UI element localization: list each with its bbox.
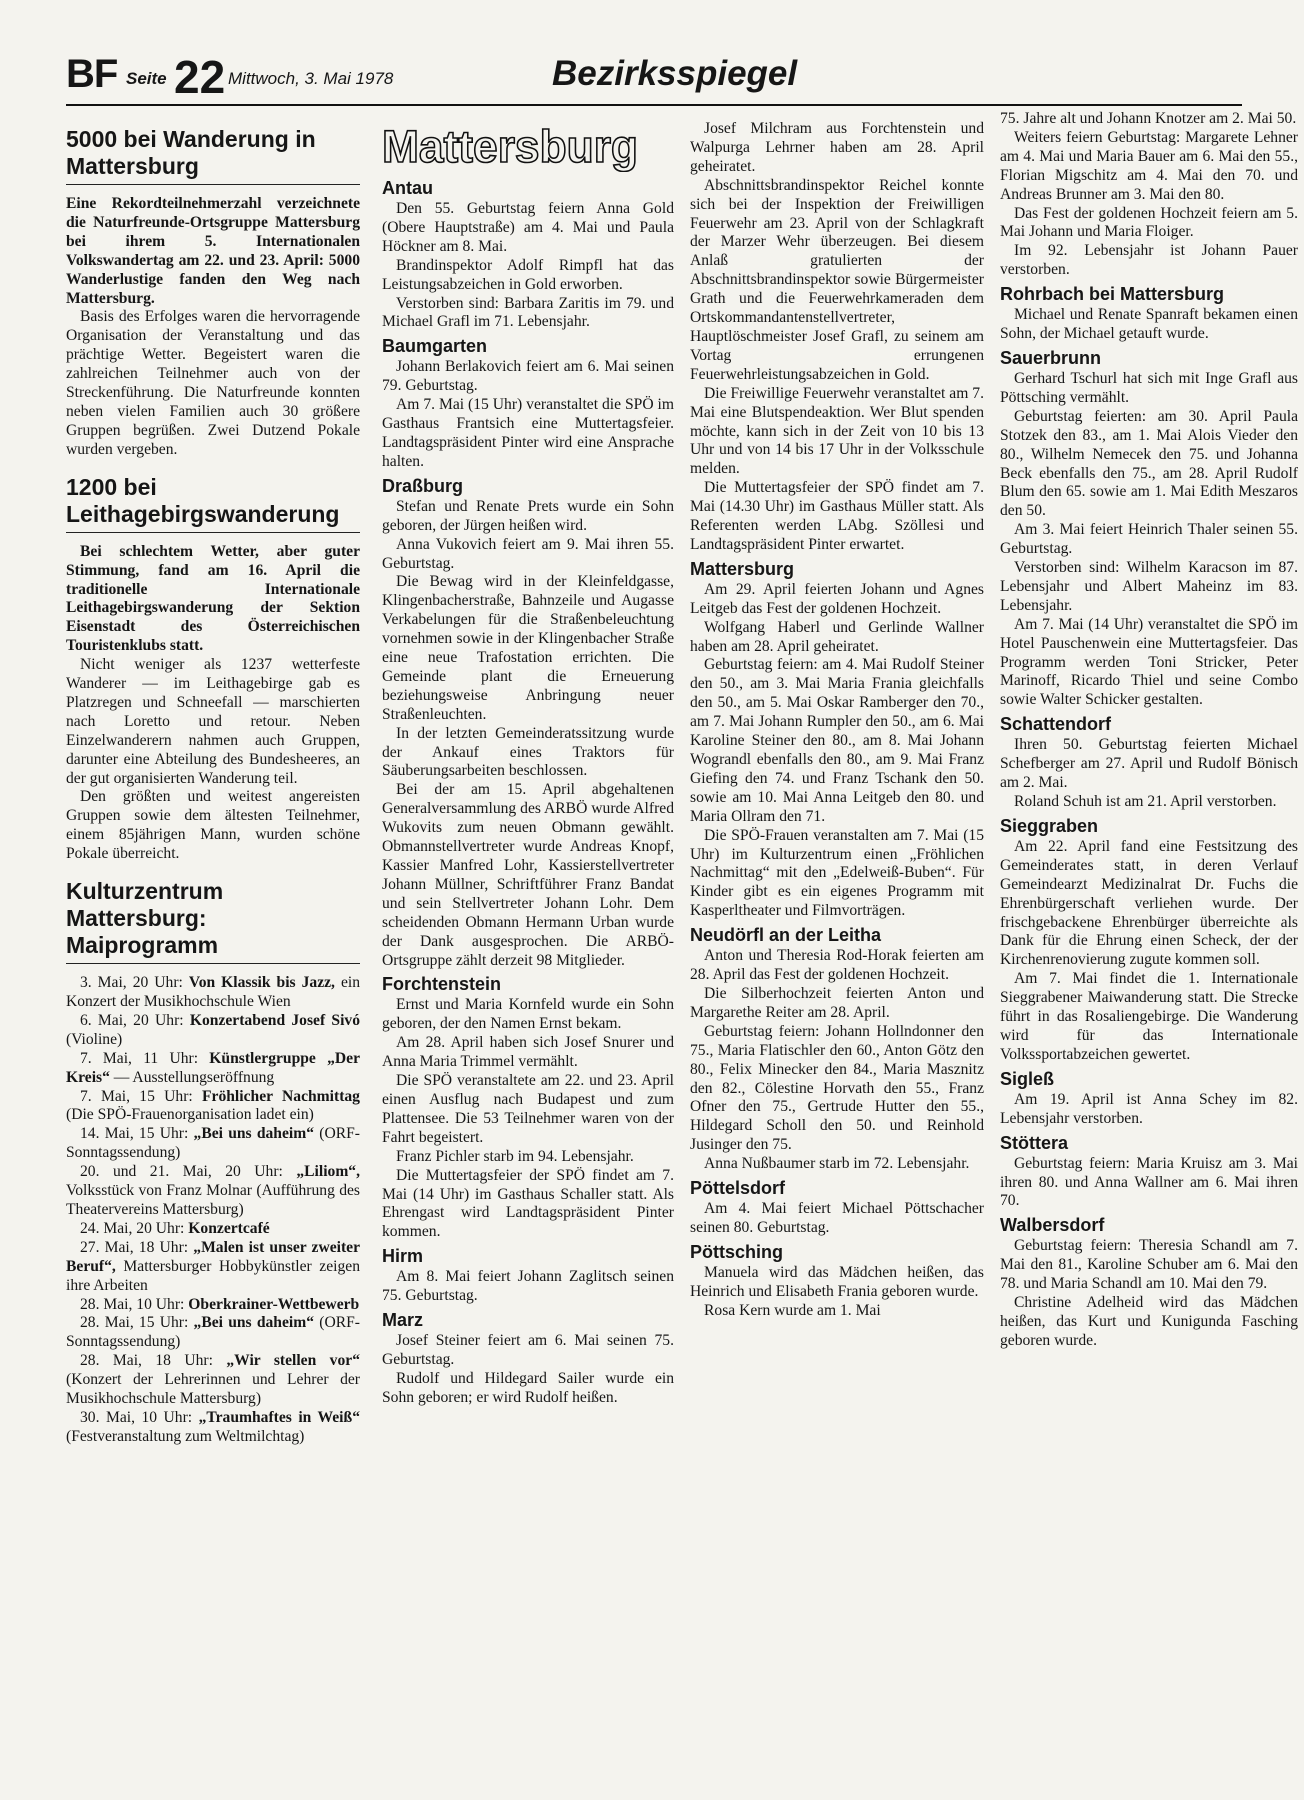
news-item: Geburtstag feiern: Theresia Schandl am 7. Mai den 81., Karoline Schuber am 6. Mai den 78. und Maria Schandl am 10. Mai den 79. [1000, 1237, 1298, 1293]
news-item: Ernst und Maria Kornfeld wurde ein Sohn geboren, der den Namen Ernst bekam. [382, 996, 674, 1033]
news-item: Josef Milchram aus Forchtenstein und Walpurga Lehrner haben am 28. April geheiratet. [690, 120, 984, 175]
program-item [66, 1050, 360, 1088]
place-heading: Forchtenstein [382, 974, 502, 995]
section-title: Bezirksspiegel [552, 54, 798, 93]
program-date: 3. Mai, 20 Uhr: [80, 974, 183, 992]
place-heading: Neudörfl an der Leitha [690, 925, 882, 946]
news-item: Geburtstag feierten: am 30. April Paula Stotzek den 83., am 1. Mai Alois Vieder den 80., Wilhelm Nemecek den 75. und Johanna Beck ebenfalls den 75., am 28. April Rudolf Blum den 65. sowie am 1. Mai Edith Meszaros den 50. [1000, 407, 1298, 520]
masthead [66, 52, 1236, 102]
news-item: Geburtstag feiern: Johann Hollndonner den 75., Maria Flatischler den 60., Anton Götz den 80., Felix Minecker den 84., Maria Masznitz den 82., Cölestine Horvath den 55., Franz Ofner den 75., Gertrude Hutter den 55., Hildegard Scholl den 50. und Reinhold Jusinger den 75. [690, 1022, 984, 1154]
article-paragraph: Nicht weniger als 1237 wetterfeste Wanderer — im Leithagebirge gab es Platzregen und Schneefall — marschierten nach Loretto und retour. Neben Einzelwanderern nahmen auch Gruppen, darunter eine Abteilung des Bundesheeres, an der gut organisierten Wanderung teil. [66, 656, 360, 787]
program-date: 24. Mai, 20 Uhr: [80, 1219, 185, 1237]
place-heading: Rohrbach bei Mattersburg [1000, 284, 1225, 305]
place-heading: Stöttera [1000, 1132, 1069, 1153]
program-title: „Traumhaftes in Weiß“ [198, 1408, 360, 1426]
place-heading: Marz [382, 1310, 424, 1331]
news-item: Verstorben sind: Wilhelm Karacson im 87. Lebensjahr und Albert Maheinz im 83. Lebensjahr. [1000, 559, 1298, 614]
program-item [66, 974, 360, 1012]
news-item: 75. Jahre alt und Johann Knotzer am 2. Mai 50. [1000, 110, 1297, 127]
news-item: Anna Nußbaumer starb im 72. Lebensjahr. [704, 1155, 970, 1173]
news-item: Wolfgang Haberl und Gerlinde Wallner haben am 28. April geheiratet. [690, 618, 984, 655]
program-title: Oberkrainer-Wettbewerb [188, 1295, 360, 1313]
program-item [66, 1163, 360, 1220]
program-date: 7. Mai, 15 Uhr: [80, 1087, 193, 1105]
program-title: „Bei uns daheim“ [193, 1125, 315, 1143]
place-heading: Sigleß [1000, 1068, 1055, 1089]
news-item: Am 3. Mai feiert Heinrich Thaler seinen 55. Geburtstag. [1000, 521, 1298, 558]
program-title: Konzertcafé [188, 1219, 270, 1237]
program-title: „Bei uns daheim“ [193, 1314, 315, 1332]
news-item: Am 7. Mai (15 Uhr) veranstaltet die SPÖ im Gasthaus Frantsich eine Muttertagsfeier. Landtagspräsident Pinter wird eine Ansprache halten. [382, 396, 674, 470]
news-item: Die Silberhochzeit feierten Anton und Margarethe Reiter am 28. April. [690, 984, 984, 1021]
program-title: Von Klassik bis Jazz, [188, 974, 335, 992]
page-number: 22 [174, 51, 226, 103]
program-date: 27. Mai, 18 Uhr: [80, 1238, 189, 1256]
place-heading: Schattendorf [1000, 714, 1112, 735]
news-item: Rosa Kern wurde am 1. Mai [704, 1301, 881, 1319]
logo-text: Mattersburg [382, 121, 638, 172]
place-heading: Sieggraben [1000, 815, 1099, 836]
news-item: Gerhard Tschurl hat sich mit Inge Grafl aus Pöttsching vermählt. [1000, 369, 1298, 406]
news-item: Die SPÖ-Frauen veranstalten am 7. Mai (15 Uhr) im Kulturzentrum einen „Fröhlichen Nachmittag“ mit den „Edelweiß-Buben“. Für Kinder gibt es ein eigenes Programm mit Kasperltheater und Filmvorträgen. [690, 826, 984, 920]
article-lead: Bei schlechtem Wetter, aber guter Stimmung, fand am 16. April die traditionelle Internationale Leithagebirgswanderung der Sektion Eisenstadt des Österreichischen Touristenklubs statt. [66, 542, 360, 655]
program-description: (Festveranstaltung zum Weltmilchtag) [66, 1427, 305, 1445]
program-description: (ORF-Sonntagssendung) [66, 1314, 360, 1351]
paper-logo: BF [66, 52, 118, 96]
page-label: Seite [126, 69, 167, 88]
masthead-rule [66, 104, 1242, 106]
column-3 [690, 120, 984, 1780]
news-item: Geburtstag feiern: Maria Kruisz am 3. Mai ihren 80. und Anna Wallner am 6. Mai ihren 70. [1000, 1154, 1298, 1210]
program-title: Künstlergruppe „Der Kreis“ [66, 1049, 360, 1086]
headline: 5000 bei Wanderung in Mattersburg [66, 126, 360, 185]
program-description: (Violine) [66, 1030, 123, 1048]
news-item: Franz Pichler starb im 94. Lebensjahr. [396, 1147, 634, 1165]
program-description: ein Konzert der Musikhochschule Wien [66, 974, 360, 1010]
column-4 [1000, 110, 1298, 1790]
mattersburg-logo [382, 120, 652, 172]
news-item: Weiters feiern Geburtstag: Margarete Lehner am 4. Mai und Maria Bauer am 6. Mai den 55., Florian Migschitz am 4. Mai den 70. und Andreas Brunner am 3. Mai den 80. [1000, 128, 1298, 203]
article-paragraph: Den größten und weitest angereisten Gruppen sowie dem ältesten Teilnehmer, einem 85jährigen Mann, wurden schöne Pokale überreicht. [66, 788, 360, 863]
news-item: Christine Adelheid wird das Mädchen heißen, das Kurt und Kunigunda Fasching geboren wurde. [1000, 1294, 1298, 1349]
place-heading: Draßburg [382, 475, 463, 496]
news-item: Ihren 50. Geburtstag feierten Michael Schefberger am 27. April und Rudolf Bönisch am 2. Mai. [1000, 736, 1298, 792]
news-item: Anton und Theresia Rod-Horak feierten am 28. April das Fest der goldenen Hochzeit. [690, 947, 984, 984]
program-item [66, 1239, 360, 1296]
program-date: 14. Mai, 15 Uhr: [80, 1125, 189, 1143]
program-date: 28. Mai, 15 Uhr: [80, 1314, 189, 1332]
program-title: „Liliom“, [296, 1163, 360, 1181]
program-item [66, 1220, 360, 1239]
program-date: 6. Mai, 20 Uhr: [80, 1011, 184, 1029]
article-paragraph: Basis des Erfolges waren die hervorragende Organisation der Veranstaltung und das prächtige Wetter. Begeistert waren die zahlreichen Teilnehmer auch von der Streckenführung. Die Naturfreunde konnten neben vielen Familien auch 30 größere Gruppen begrüßen. Zwei Dutzend Pokale wurden vergeben. [66, 308, 360, 458]
program-date: 28. Mai, 10 Uhr: [80, 1295, 185, 1313]
program-item [66, 1314, 360, 1352]
program-date: 28. Mai, 18 Uhr: [80, 1352, 213, 1370]
article-lead: Eine Rekordteilnehmerzahl verzeichnete die Naturfreunde-Ortsgruppe Mattersburg bei ihrem 5. Internationalen Volkswandertag am 22. und 23. April: 5000 Wanderlustige fanden den Weg nach Mattersburg. [66, 195, 360, 307]
program-description: Volksstück von Franz Molnar (Aufführung des Theatervereins Mattersburg) [66, 1182, 360, 1218]
news-item: Am 29. April feierten Johann und Agnes Leitgeb das Fest der goldenen Hochzeit. [690, 580, 984, 617]
news-item: Roland Schuh ist am 21. April verstorben. [1014, 793, 1277, 810]
news-item: Die SPÖ veranstaltete am 22. und 23. April einen Ausflug nach Budapest und zum Plattensee. Die 53 Teilnehmer waren von der Fahrt begeistert. [382, 1072, 674, 1146]
program-item [66, 1409, 360, 1447]
news-item: Stefan und Renate Prets wurde ein Sohn geboren, der Jürgen heißen wird. [382, 497, 674, 534]
news-item: Manuela wird das Mädchen heißen, das Heinrich und Elisabeth Frania geboren wurde. [690, 1263, 984, 1300]
news-item: Am 4. Mai feiert Michael Pöttschacher seinen 80. Geburtstag. [690, 1200, 984, 1236]
place-heading: Hirm [382, 1246, 424, 1267]
program-date: 20. und 21. Mai, 20 Uhr: [80, 1163, 283, 1181]
program-title: „Wir stellen vor“ [226, 1352, 360, 1370]
program-item [66, 1352, 360, 1409]
news-item: Am 8. Mai feiert Johann Zaglitsch seinen 75. Geburtstag. [382, 1268, 674, 1305]
program-item [66, 1012, 360, 1050]
program-date: 7. Mai, 11 Uhr: [80, 1049, 199, 1067]
news-item: Johann Berlakovich feiert am 6. Mai seinen 79. Geburtstag. [382, 358, 674, 395]
place-heading: Pöttelsdorf [690, 1178, 786, 1199]
news-item: Abschnittsbrandinspektor Reichel konnte sich bei der Inspektion der Freiwilligen Feuerwehr am 23. April von der Schlagkraft der Marzer Wehr überzeugen. Bei diesem Anlaß gratulierten der Abschnittsbrandinspektor sowie Bürgermeister Grath und die Feuerwehrkameraden dem Ortskommandantenstellvertreter, Hauptlöschmeister Josef Grafl, zu seinem am Vortag errungenen Feuerwehrleistungsabzeichen in Gold. [690, 176, 984, 383]
news-item: Die Muttertagsfeier der SPÖ findet am 7. Mai (14.30 Uhr) im Gasthaus Müller statt. Als Referenten werden LAbg. Szöllesi und Landtagspräsident Pinter erwartet. [690, 479, 984, 553]
news-item: Das Fest der goldenen Hochzeit feiern am 5. Mai Johann und Maria Floiger. [1000, 204, 1298, 241]
news-item: Im 92. Lebensjahr ist Johann Pauer verstorben. [1000, 242, 1298, 279]
program-description: (Konzert der Lehrerinnen und Lehrer der Musikhochschule Mattersburg) [66, 1371, 360, 1408]
program-description: (ORF-Sonntagssendung) [66, 1125, 360, 1162]
program-date: 30. Mai, 10 Uhr: [80, 1408, 193, 1426]
column-1 [66, 120, 360, 1780]
place-heading: Pöttsching [690, 1241, 783, 1262]
program-title: „Malen ist unser zweiter Beruf“, [66, 1238, 360, 1275]
column-2 [382, 120, 674, 1780]
headline: 1200 bei Leithagebirgswanderung [66, 474, 360, 533]
headline: Kulturzentrum Mattersburg: Maiprogramm [66, 878, 360, 964]
news-item: Anna Vukovich feiert am 9. Mai ihren 55. Geburtstag. [382, 535, 674, 572]
news-item: Die Freiwillige Feuerwehr veranstaltet am 7. Mai eine Blutspendeaktion. Wer Blut spenden möchte, kann sich in der Zeit von 10 bis 13 Uhr und von 14 bis 17 Uhr in der Volksschule melden. [690, 384, 984, 478]
news-item: Verstorben sind: Barbara Zaritis im 79. und Michael Grafl im 71. Lebensjahr. [382, 294, 674, 331]
news-item: Den 55. Geburtstag feiern Anna Gold (Obere Hauptstraße) am 4. Mai und Paula Höckner am 8. Mai. [382, 200, 674, 255]
program-item [66, 1296, 360, 1315]
program-title: Fröhlicher Nachmittag [202, 1087, 360, 1105]
news-item: Die Muttertagsfeier der SPÖ findet am 7. Mai (14 Uhr) im Gasthaus Schaller statt. Als Ehrengast wird Landtagspräsident Pinter kommen. [382, 1166, 674, 1241]
news-item: Am 7. Mai findet die 1. Internationale Sieggrabener Maiwanderung statt. Die Strecke führt in das Rosaliengebirge. Die Wanderung wird für das Internationale Volkssportabzeichen gewertet. [1000, 970, 1298, 1063]
place-heading: Antau [382, 178, 433, 198]
news-item: Bei der am 15. April abgehaltenen Generalversammlung des ARBÖ wurde Alfred Wukovits zum neuen Obmann gewählt. Obmannstellvertreter wurde Andreas Knopf, Kassier Manfred Lohr, Kassierstellvertreter Johann Müllner, Schriftführer Franz Bandat und sein Stellvertreter Johann Lohr. Dem scheidenden Obmann Hermann Urban wurde der Dank ausgesprochen. Die ARBÖ-Ortsgruppe zählt derzeit 98 Mitglieder. [382, 781, 674, 969]
news-item: Michael und Renate Spanraft bekamen einen Sohn, der Michael getauft wurde. [1000, 306, 1298, 343]
news-item: Die Bewag wird in der Kleinfeldgasse, Klingenbacherstraße, Bahnzeile und Augasse Verkabelungen für die Straßenbeleuchtung vornehmen sowie in der Klingenbacher Straße eine neue Trafostation errichten. Die Gemeinde plant die Erneuerung beziehungsweise Anbringung neuer Straßenleuchten. [382, 573, 674, 723]
news-item: Am 7. Mai (14 Uhr) veranstaltet die SPÖ im Hotel Pauschenwein eine Muttertagsfeier. Das Programm werden Toni Stricker, Peter Marinoff, Ricardo Thiel und seine Combo sowie Walter Schicker gestalten. [1000, 615, 1298, 709]
news-item: Rudolf und Hildegard Sailer wurde ein Sohn geboren; er wird Rudolf heißen. [382, 1369, 674, 1406]
place-heading: Mattersburg [690, 558, 795, 579]
news-item: In der letzten Gemeinderatssitzung wurde der Ankauf eines Traktors für Säuberungsarbeiten beschlossen. [382, 724, 674, 780]
program-title: Konzertabend Josef Sivó [189, 1011, 360, 1029]
program-item [66, 1088, 360, 1126]
program-item [66, 1125, 360, 1163]
news-item: Am 19. April ist Anna Schey im 82. Lebensjahr verstorben. [1000, 1090, 1298, 1127]
news-item: Am 28. April haben sich Josef Snurer und Anna Maria Trimmel vermählt. [382, 1034, 674, 1071]
program-description: (Die SPÖ-Frauenorganisation ladet ein) [66, 1106, 314, 1124]
news-item: Brandinspektor Adolf Rimpfl hat das Leistungsabzeichen in Gold erworben. [382, 256, 674, 293]
program-description: — Ausstellungseröffnung [113, 1068, 275, 1086]
program-list [66, 974, 360, 1447]
place-heading: Walbersdorf [1000, 1215, 1105, 1236]
news-item: Am 22. April fand eine Festsitzung des Gemeinderates statt, in deren Verlauf Gemeindearzt Medizinalrat Dr. Fuchs die Ehrenbürgerschaft verliehen wurde. Der frischgebackene Ehrenbürger überreichte als Dank für die Ehrung einen Scheck, der der Kirchenrenovierung zugute kommen soll. [1000, 837, 1298, 969]
place-heading: Sauerbrunn [1000, 347, 1102, 368]
news-item: Geburtstag feiern: am 4. Mai Rudolf Steiner den 50., am 3. Mai Maria Frania gleichfalls den 50., am 5. Mai Oskar Ramberger den 70., am 7. Mai Johann Rumpler den 50., am 6. Mai Karoline Steiner den 80., am 8. Mai Johann Wograndl ebenfalls den 80., am 9. Mai Franz Giefing den 74. und Franz Tschank den 50. sowie am 10. Mai Anna Leitgeb den 80. und Maria Ollram den 71. [690, 656, 984, 825]
issue-date: Mittwoch, 3. Mai 1978 [228, 69, 394, 88]
program-description: Mattersburger Hobbykünstler zeigen ihre Arbeiten [66, 1257, 360, 1294]
place-heading: Baumgarten [382, 336, 488, 357]
news-item: Josef Steiner feiert am 6. Mai seinen 75. Geburtstag. [382, 1332, 674, 1368]
